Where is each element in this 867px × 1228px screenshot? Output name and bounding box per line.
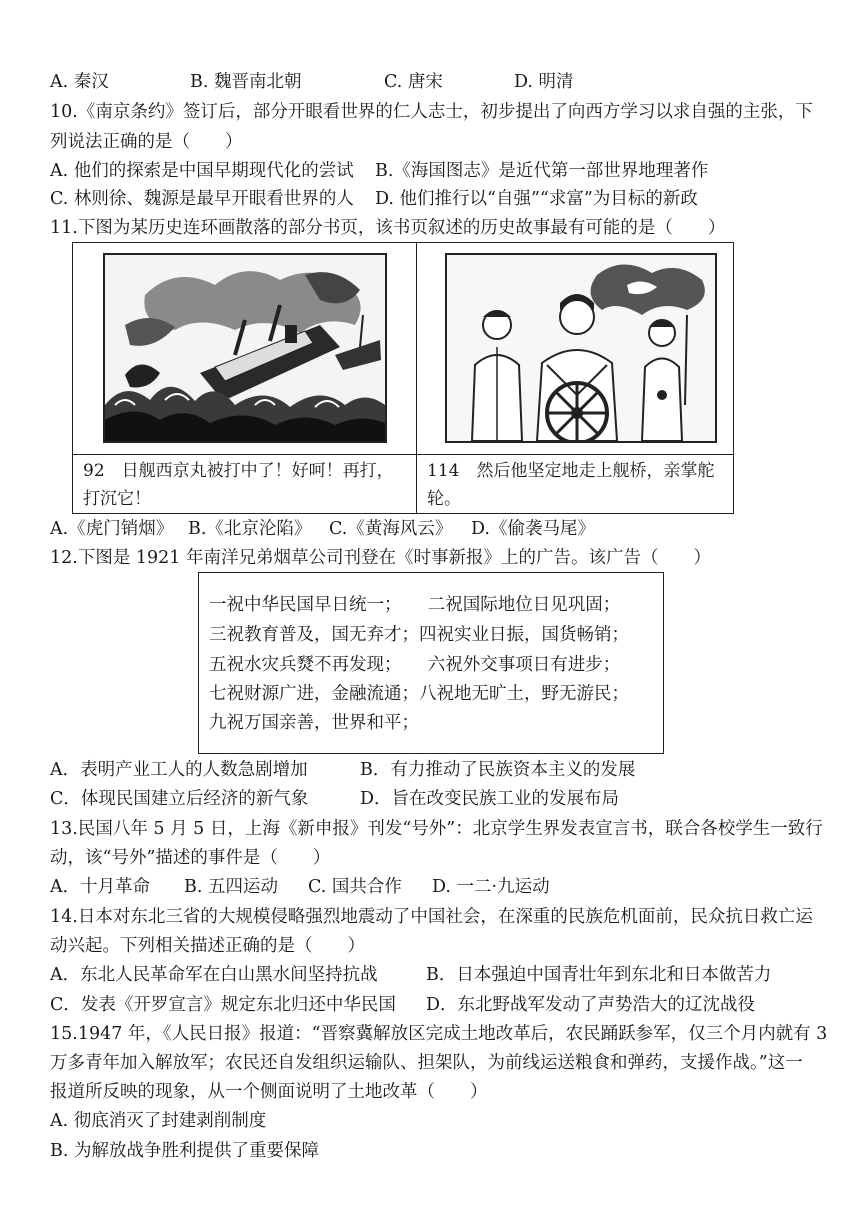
ad-line-2: 三祝教育普及，国无弃才；四祝实业日振，国货畅销； [209,625,629,645]
q11-stem: 11.下图为某历史连环画散落的部分书页，该书页叙述的历史故事最有可能的是（ ） [50,218,726,238]
q10-option-c[interactable]: C. 林则徐、魏源是最早开眼看世界的人 [50,189,354,209]
q11-option-b[interactable]: B.《北京沦陷》 [188,519,312,539]
q12-option-b[interactable]: B．有力推动了民族资本主义的发展 [360,760,636,780]
ad-line-5: 九祝万国亲善，世界和平； [209,713,419,733]
q13-option-c[interactable]: C. 国共合作 [308,877,402,897]
q10-option-a[interactable]: A. 他们的探索是中国早期现代化的尝试 [50,161,354,181]
q15-option-a[interactable]: A. 彻底消灭了封建剥削制度 [50,1111,267,1131]
ad-line-4: 七祝财源广进，金融流通；八祝地无旷土，野无游民； [209,684,629,704]
q10-option-b[interactable]: B.《海国图志》是近代第一部世界地理著作 [375,161,709,181]
q13-option-b[interactable]: B. 五四运动 [184,877,278,897]
q9-option-b[interactable]: B. 魏晋南北朝 [190,72,302,92]
q10-stem: 10.《南京条约》签订后，部分开眼看世界的仁人志士，初步提出了向西方学习以求自强的主张，下 [50,102,813,122]
panel-92-caption: 92 日舰西京丸被打中了！好呵！再打，打沉它！ [83,461,394,509]
q14-option-b[interactable]: B．日本强迫中国青壮年到东北和日本做苦力 [426,965,772,985]
q13-stem-cont: 动，该“号外”描述的事件是（ ） [50,848,331,868]
q10-option-d[interactable]: D. 他们推行以“自强”“求富”为目标的新政 [375,189,698,209]
q14-stem: 14.日本对东北三省的大规模侵略强烈地震动了中国社会，在深重的民族危机面前，民众抗日救亡运 [50,907,813,927]
q15-stem-cont-2: 报道所反映的现象，从一个侧面说明了土地改革（ ） [50,1082,488,1102]
q14-option-c[interactable]: C．发表《开罗宣言》规定东北归还中华民国 [50,995,396,1015]
q12-option-c[interactable]: C．体现民国建立后经济的新气象 [50,789,309,809]
ad-line-1: 一祝中华民国早日统一； 二祝国际地位日见巩固； [209,595,621,615]
q12-option-d[interactable]: D．旨在改变民族工业的发展布局 [360,789,620,809]
q9-option-c[interactable]: C. 唐宋 [384,72,443,92]
panel-114-caption: 114 然后他坚定地走上舰桥，亲掌舵轮。 [427,461,715,509]
advertisement-box [198,572,664,754]
q10-stem-cont: 列说法正确的是（ ） [50,132,243,152]
q9-option-d[interactable]: D. 明清 [514,72,574,92]
naval-battle-illustration [103,253,387,443]
q13-option-d[interactable]: D. 一二·九运动 [432,877,550,897]
helm-illustration [445,253,717,443]
q9-option-a[interactable]: A. 秦汉 [50,72,109,92]
q15-stem: 15.1947 年，《人民日报》报道：“晋察冀解放区完成土地改革后，农民踊跃参军，仅三个月内就有 3 [50,1024,828,1044]
q11-option-a[interactable]: A.《虎门销烟》 [50,519,174,539]
q15-option-b[interactable]: B. 为解放战争胜利提供了重要保障 [50,1141,319,1161]
q11-option-c[interactable]: C.《黄海风云》 [329,519,453,539]
q14-option-d[interactable]: D．东北野战军发动了声势浩大的辽沈战役 [426,995,756,1015]
q13-stem: 13.民国八年 5 月 5 日，上海《新申报》刊发“号外”：北京学生界发表宣言书，联合各校学生一致行 [50,819,823,839]
comic-panels [72,242,734,514]
q12-option-a[interactable]: A．表明产业工人的人数急剧增加 [50,760,308,780]
q11-option-d[interactable]: D.《偷袭马尾》 [471,519,595,539]
q12-stem: 12.下图是 1921 年南洋兄弟烟草公司刊登在《时事新报》上的广告。该广告（ ） [50,548,711,568]
q14-option-a[interactable]: A．东北人民革命军在白山黑水间坚持抗战 [50,965,378,985]
ad-line-3: 五祝水灾兵燹不再发现； 六祝外交事项日有进步； [209,655,621,675]
q15-stem-cont-1: 万多青年加入解放军；农民还自发组织运输队、担架队，为前线运送粮食和弹药，支援作战。”这一 [50,1053,803,1073]
q14-stem-cont: 动兴起。下列相关描述正确的是（ ） [50,936,365,956]
q13-option-a[interactable]: A．十月革命 [50,877,151,897]
